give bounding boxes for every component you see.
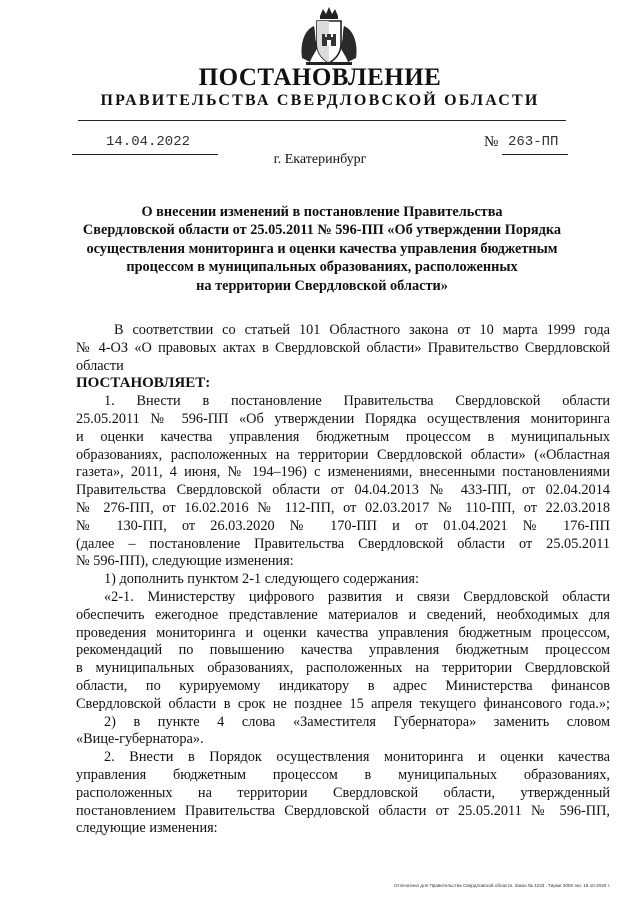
body-line: «Вице-губернатора». bbox=[76, 731, 204, 748]
body-line: 2) в пункте 4 слова «Заместителя Губернатора» заменить словом bbox=[104, 713, 610, 730]
body-line: № 130-ПП, от 26.03.2020 № 170-ПП и от 01.04.2021 № 176-ПП bbox=[76, 517, 610, 534]
document-date: 14.04.2022 bbox=[106, 134, 191, 150]
body-line: постановлением Правительства Свердловской области от 25.05.2011 № 596-ПП, bbox=[76, 802, 610, 819]
body-line: рекомендаций по повышению качества управления бюджетным процессом bbox=[76, 642, 610, 659]
document-number: 263-ПП bbox=[508, 134, 559, 150]
body-line: Правительства Свердловской области от 04.04.2013 № 433-ПП, от 02.04.2014 bbox=[76, 482, 610, 499]
document-body bbox=[76, 322, 610, 838]
body-line: в муниципальных образованиях, расположенных на территории Свердловской bbox=[76, 660, 610, 677]
document-subtitle: ПРАВИТЕЛЬСТВА СВЕРДЛОВСКОЙ ОБЛАСТИ bbox=[100, 92, 540, 109]
body-line: Свердловской области в срок не позднее 15 апреля текущего финансового года.»; bbox=[76, 695, 610, 712]
body-line: обеспечить ежегодное представление материалов и сведений, необходимых для bbox=[76, 606, 610, 623]
print-footer: Отпечатано для Правительства Свердловской области. Заказ № 4233 . Тираж 3000 экз. 16.10.2020 г. bbox=[393, 883, 610, 888]
document-heading bbox=[78, 203, 566, 295]
body-line: проведения мониторинга и оценки качества управления бюджетным процессом, bbox=[76, 624, 610, 641]
body-line: образованиях, расположенных на территории Свердловской области» («Областная bbox=[76, 446, 610, 463]
body-line: № 596-ПП), следующие изменения: bbox=[76, 553, 294, 570]
body-line: области bbox=[76, 357, 124, 374]
body-line: № 276-ПП, от 16.02.2016 № 112-ПП, от 02.03.2017 № 110-ПП, от 22.03.2018 bbox=[76, 499, 610, 516]
body-line: следующие изменения: bbox=[76, 820, 218, 837]
body-line: 1) дополнить пунктом 2-1 следующего содержания: bbox=[104, 571, 419, 588]
body-line: расположенных на территории Свердловской области, утвержденный bbox=[76, 784, 610, 801]
heading-line: осуществления мониторинга и оценки качества управления бюджетным bbox=[86, 240, 558, 257]
document-city: г. Екатеринбург bbox=[273, 152, 367, 167]
body-line: области, по курируемому индикатору в адрес Министерства финансов bbox=[76, 677, 610, 694]
body-line: (далее – постановление Правительства Свердловской области от 25.05.2011 bbox=[76, 535, 610, 552]
heading-line: процессом в муниципальных образованиях, расположенных bbox=[126, 259, 518, 276]
heading-line: О внесении изменений в постановление Правительства bbox=[141, 204, 503, 220]
header-divider bbox=[78, 120, 566, 121]
heading-line: на территории Свердловской области» bbox=[196, 277, 448, 294]
body-line: 1. Внести в постановление Правительства Свердловской области bbox=[104, 393, 610, 410]
body-line: управления бюджетным процессом в муниципальных образованиях, bbox=[76, 766, 610, 783]
body-line: «2-1. Министерству цифрового развития и связи Свердловской области bbox=[104, 588, 610, 605]
document-title: ПОСТАНОВЛЕНИЕ bbox=[198, 64, 442, 91]
body-line: № 4-ОЗ «О правовых актах в Свердловской области» Правительство Свердловской bbox=[76, 339, 610, 356]
body-line: В соответствии со статьей 101 Областного закона от 10 марта 1999 года bbox=[114, 322, 610, 338]
resolution-keyword: ПОСТАНОВЛЯЕТ: bbox=[76, 375, 211, 392]
body-line: 25.05.2011 № 596-ПП «Об утверждении Порядка осуществления мониторинга bbox=[76, 410, 610, 427]
body-line: газета», 2011, 4 июня, № 194–196) с изменениями, внесенными постановлениями bbox=[76, 464, 610, 481]
number-sign: № bbox=[484, 134, 499, 150]
body-line: и оценки качества управления бюджетным процессом в муниципальных bbox=[76, 428, 610, 445]
sverdlovsk-coat-of-arms-icon bbox=[296, 6, 362, 68]
heading-line: Свердловской области от 25.05.2011 № 596-ПП «Об утверждении Порядка bbox=[82, 222, 562, 239]
body-line: 2. Внести в Порядок осуществления мониторинга и оценки качества bbox=[104, 749, 610, 766]
